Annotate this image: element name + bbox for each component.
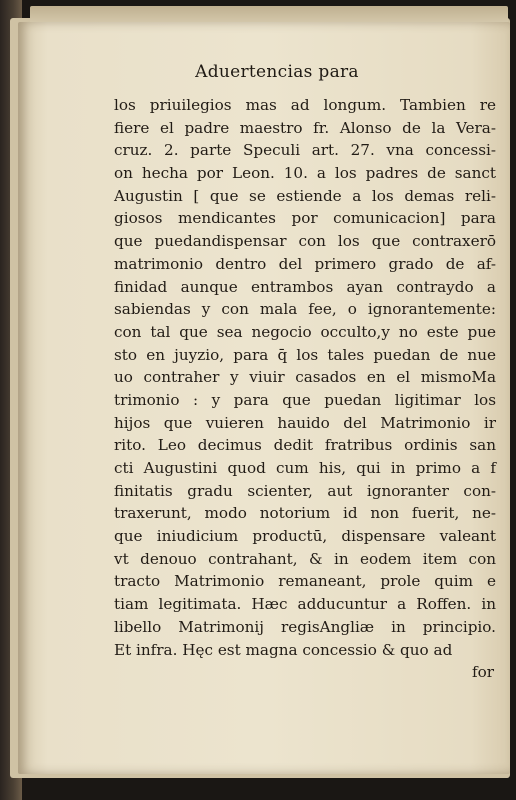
text-line: Et infra. Hęc est magna concessio & quo ad [114, 640, 453, 659]
catchword: for [471, 663, 494, 682]
text-line: matrimonio dentro del primero grado de af- [114, 254, 496, 273]
text-line: con tal que sea negocio occulto,y no este pue [114, 322, 496, 341]
text-line: los priuilegios mas ad longum. Tambien re [114, 96, 496, 114]
text-line: cti Augustini quod cum his, qui in primo a f [114, 459, 496, 477]
text-line: finidad aunque entrambos ayan contraydo a [114, 277, 496, 296]
text-line: sto en juyzio, para q̄ los tales puedan de nue [114, 345, 496, 364]
book-page [18, 22, 510, 774]
text-line: rito. Leo decimus dedit fratribus ordinis san [114, 436, 496, 455]
text-line: Augustin [ que se estiende a los demas reli- [114, 186, 496, 205]
text-line: on hecha por Leon. 10. a los padres de sanct [114, 164, 496, 183]
text-line: giosos mendicantes por comunicacion] para [114, 209, 496, 228]
text-line: tiam legitimata. Hæc adducuntur a Roffen. in [114, 595, 496, 614]
text-line: traxerunt, modo notorium id non fuerit, ne- [114, 504, 496, 523]
text-line: finitatis gradu scienter, aut ignoranter con- [114, 481, 496, 500]
text-line: que iniudicium productū, dispensare valeant [114, 527, 496, 546]
text-line: hijos que vuieren hauido del Matrimonio ir [114, 413, 496, 432]
text-line: uo contraher y viuir casados en el mismoMa [114, 368, 496, 387]
text-line: sabiendas y con mala fee, o ignorantemente: [114, 300, 496, 319]
text-line: trimonio : y para que puedan ligitimar los [114, 390, 496, 409]
body-text [114, 94, 496, 684]
text-line: que puedandispensar con los que contraxerō [114, 232, 496, 251]
text-line: libello Matrimonij regisAngliæ in principio. [114, 617, 496, 636]
text-line: tracto Matrimonio remaneant, prole quim e [114, 572, 496, 591]
running-header [18, 62, 510, 82]
text-line: cruz. 2. parte Speculi art. 27. vna concessi- [114, 141, 496, 160]
text-line: vt denouo contrahant, & in eodem item con [114, 549, 496, 568]
text-line: fiere el padre maestro fr. Alonso de la Vera- [114, 118, 496, 137]
running-title: Aduertencias para [195, 62, 359, 82]
